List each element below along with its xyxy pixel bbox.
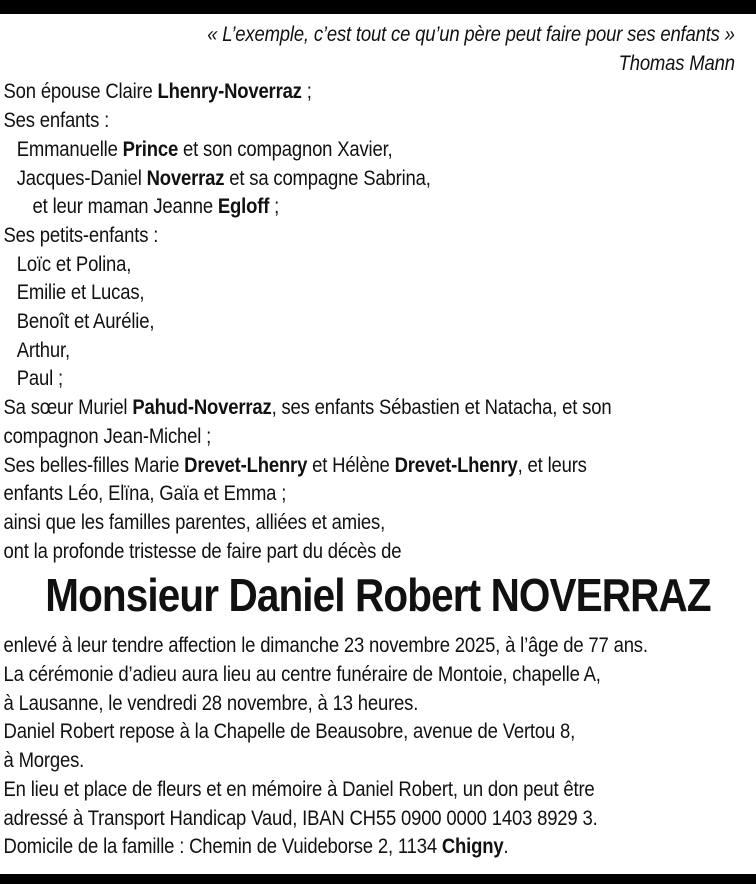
text-line: compagnon Jean-Michel ;	[3, 424, 212, 448]
quote-attribution: Thomas Mann	[618, 51, 735, 75]
bottom-frame-bar	[0, 874, 756, 884]
text-line: ainsi que les familles parentes, alliées et amies,	[3, 510, 386, 534]
text-line: Sa sœur Muriel Pahud-Noverraz, ses enfants Sébastien et Natacha, et son	[3, 396, 612, 420]
memorial-quote: « L’exemple, c’est tout ce qu’un père peut faire pour ses enfants »	[207, 23, 735, 46]
text-line: Benoît et Aurélie,	[16, 310, 155, 334]
text-line: enlevé à leur tendre affection le dimanche 23 novembre 2025, à l’âge de 77 ans.	[3, 634, 648, 658]
text-line: Daniel Robert repose à la Chapelle de Beausobre, avenue de Vertou 8,	[3, 720, 576, 744]
text-line: Ses enfants :	[3, 109, 110, 133]
text-line: Emilie et Lucas,	[16, 281, 145, 305]
top-frame-bar	[0, 0, 756, 14]
text-line: à Morges.	[3, 749, 85, 773]
text-line: La cérémonie d’adieu aura lieu au centre funéraire de Montoie, chapelle A,	[3, 663, 601, 687]
memorial-quote-block	[0, 21, 756, 78]
text-line: et leur maman Jeanne Egloff ;	[32, 195, 280, 219]
text-line: Arthur,	[16, 338, 70, 362]
text-line: Son épouse Claire Lhenry-Noverraz ;	[3, 80, 312, 104]
text-line: à Lausanne, le vendredi 28 novembre, à 13 heures.	[3, 691, 419, 715]
text-line: En lieu et place de fleurs et en mémoire à Daniel Robert, un don peut être	[3, 777, 595, 801]
text-line: enfants Léo, Elïna, Gaïa et Emma ;	[3, 482, 287, 506]
text-line: Ses belles-filles Marie Drevet-Lhenry et Hélène Drevet-Lhenry, et leurs	[3, 453, 587, 477]
notice-content	[0, 14, 756, 874]
text-line: Ses petits-enfants :	[3, 223, 159, 247]
text-line: Paul ;	[16, 367, 63, 391]
text-line: adressé à Transport Handicap Vaud, IBAN CH55 0900 0000 1403 8929 3.	[3, 806, 598, 830]
text-line: ont la profonde tristesse de faire part du décès de	[3, 539, 402, 563]
text-line: Jacques-Daniel Noverraz et sa compagne Sabrina,	[16, 166, 431, 190]
deceased-name: Monsieur Daniel Robert NOVERRAZ	[45, 569, 711, 622]
family-announcement	[0, 78, 756, 566]
funeral-details	[0, 632, 756, 862]
text-line: Domicile de la famille : Chemin de Vuideborse 2, 1134 Chigny.	[3, 835, 509, 859]
text-line: Loïc et Polina,	[16, 252, 132, 276]
text-line: Emmanuelle Prince et son compagnon Xavier,	[16, 137, 393, 161]
